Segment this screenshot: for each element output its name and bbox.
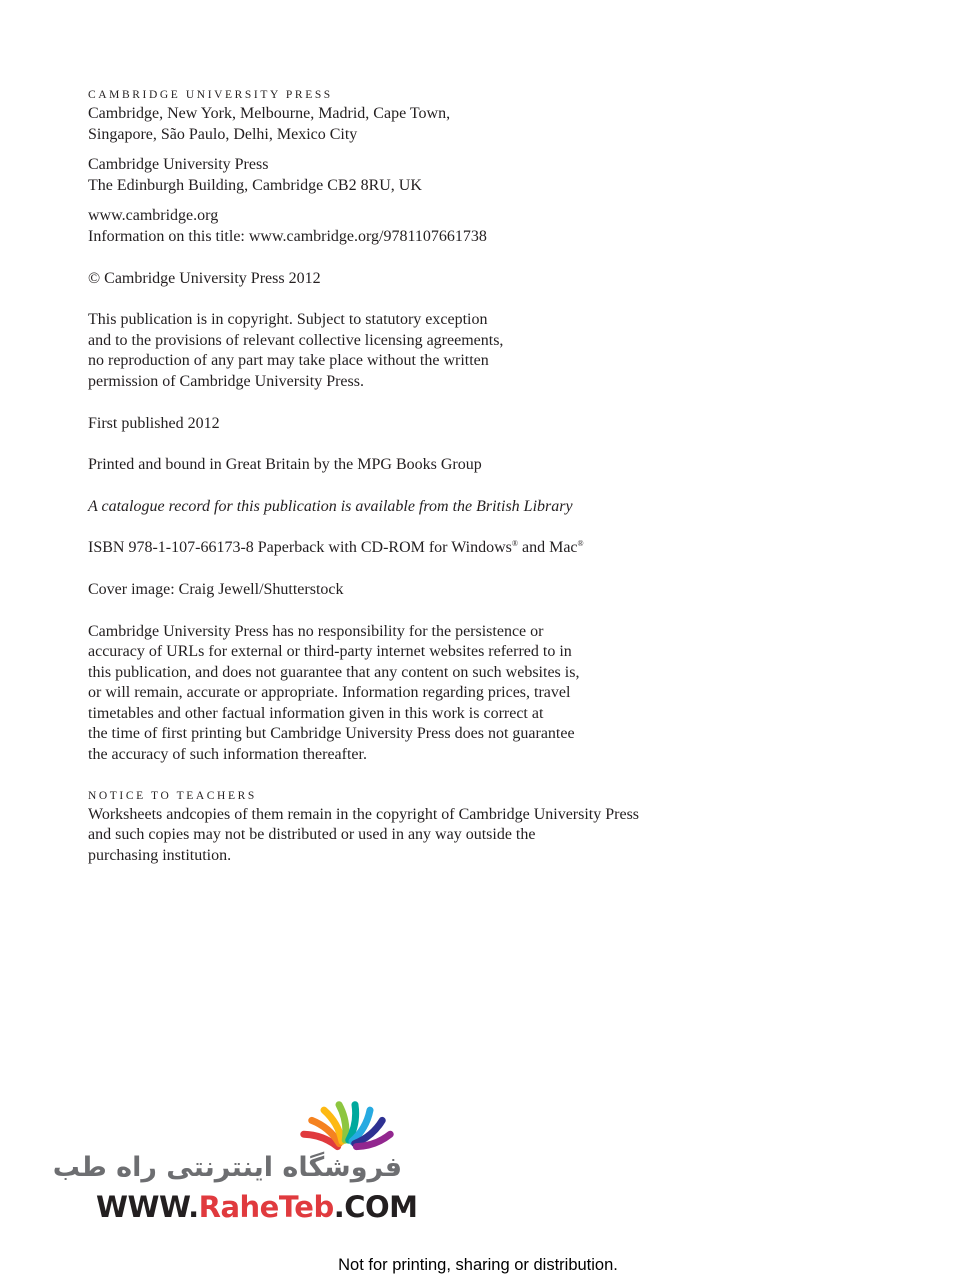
website: www.cambridge.org [88,207,219,225]
watermark-url [96,1190,418,1224]
copyright-notice-line: This publication is in copyright. Subject to statutory exception [88,311,488,329]
book-fan-icon [292,1100,402,1152]
copyright-page-text [88,86,708,866]
copyright-notice-line: no reproduction of any part may take place without the written [88,352,489,370]
notice-line: purchasing institution. [88,846,232,864]
copyright-notice-line: and to the provisions of relevant collective licensing agreements, [88,331,504,349]
disclaimer-line: the time of first printing but Cambridge University Press does not guarantee [88,725,575,743]
disclaimer-line: Cambridge University Press has no responsibility for the persistence or [88,622,544,640]
watermark-url-prefix: WWW. [96,1190,199,1224]
notice-line: and such copies may not be distributed or used in any way outside the [88,826,536,844]
disclaimer-line: timetables and other factual information given in this work is correct at [88,704,544,722]
address-name: Cambridge University Press [88,156,269,174]
watermark-url-suffix: .COM [333,1190,418,1224]
printed-by: Printed and bound in Great Britain by the MPG Books Group [88,456,482,474]
first-published: First published 2012 [88,414,220,432]
registered-mark: ® [577,539,584,549]
notice-heading: NOTICE TO TEACHERS [88,789,257,802]
copyright-line: © Cambridge University Press 2012 [88,269,321,287]
title-info: Information on this title: www.cambridge.org/9781107661738 [88,227,487,245]
disclaimer-line: the accuracy of such information thereafter. [88,746,367,764]
watermark-persian-text: فروشگاه اینترنتی راه طب [52,1152,402,1183]
isbn-middle: and Mac [517,539,578,557]
copyright-notice-line: permission of Cambridge University Press. [88,372,364,390]
publisher-cities-line-1: Cambridge, New York, Melbourne, Madrid, Cape Town, [88,105,451,122]
disclaimer-line: accuracy of URLs for external or third-party internet websites referred to in [88,643,572,661]
disclaimer-line: this publication, and does not guarantee that any content on such websites is, [88,663,580,681]
cover-image-credit: Cover image: Craig Jewell/Shutterstock [88,580,344,598]
isbn-prefix: ISBN 978-1-107-66173-8 Paperback with CD-ROM for Windows [88,539,512,557]
raheteb-watermark-logo [52,1100,418,1230]
notice-line: Worksheets andcopies of them remain in the copyright of Cambridge University Press [88,805,640,823]
publisher-cities-line-2: Singapore, São Paulo, Delhi, Mexico City [88,125,358,143]
disclaimer-line: or will remain, accurate or appropriate. Information regarding prices, travel [88,684,571,702]
distribution-footer: Not for printing, sharing or distribution. [338,1256,618,1274]
catalogue-record: A catalogue record for this publication is available from the British Library [88,497,573,515]
publisher-heading: CAMBRIDGE UNIVERSITY PRESS [88,89,333,101]
registered-mark: ® [511,539,518,549]
isbn-line [88,538,708,559]
address-street: The Edinburgh Building, Cambridge CB2 8RU, UK [88,176,422,194]
watermark-url-accent: RaheTeb [198,1190,334,1224]
